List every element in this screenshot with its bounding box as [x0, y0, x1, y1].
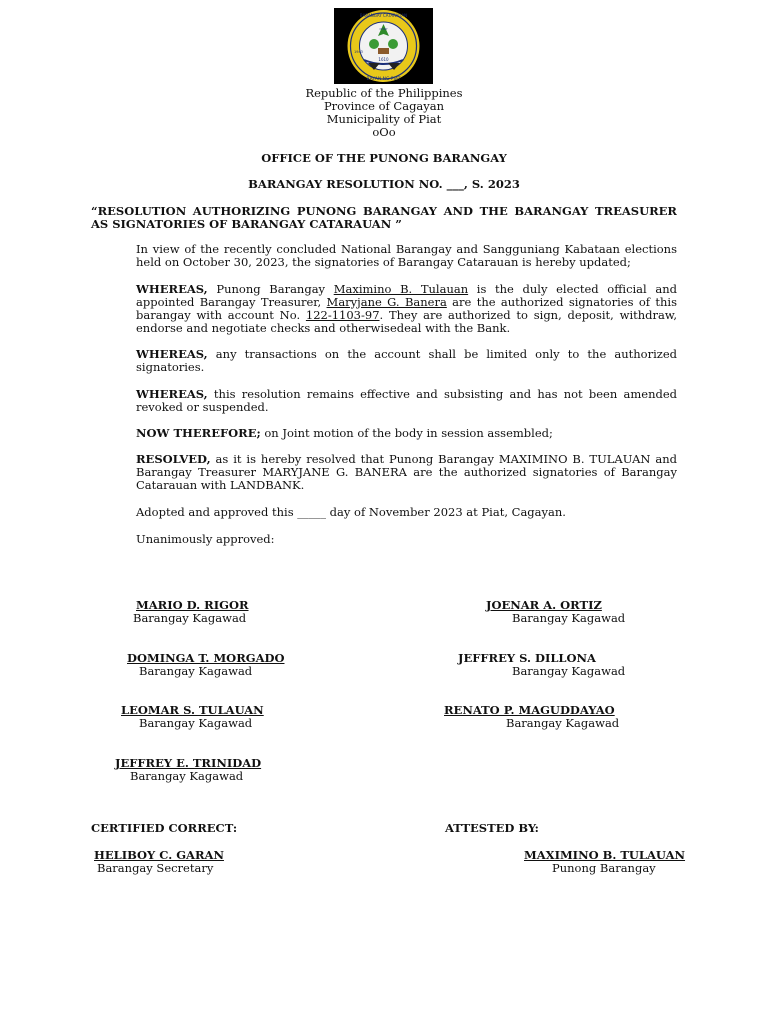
punong-barangay-name: Maximino B. Tulauan: [333, 282, 469, 296]
resolved-text: as it is hereby resolved that Punong Barangay MAXIMINO B. TULAUAN and Barangay Treasurer MARYJANE G. BANERA are the authorized signatories of Barangay Catarauan with LANDBANK.: [136, 452, 677, 492]
header-ornament: oOo: [372, 125, 396, 139]
resolution-number: BARANGAY RESOLUTION NO. ___, S. 2023: [248, 177, 520, 191]
punong-barangay-role: Punong Barangay: [552, 861, 656, 875]
certified-correct-label: CERTIFIED CORRECT:: [91, 821, 238, 835]
seal-center-year: 1610: [378, 57, 389, 62]
whereas-text: are the authorized signatories of this barangay with account No.: [136, 295, 677, 322]
whereas-text: this resolution remains effective and subsisting and has not been amended revoked or suspended.: [136, 387, 677, 414]
signatory-name: JOENAR A. ORTIZ: [486, 598, 602, 612]
now-therefore-text: on Joint motion of the body in session assembled;: [260, 426, 553, 440]
signatory-role: Barangay Kagawad: [139, 716, 253, 730]
whereas-label: WHEREAS,: [136, 347, 208, 361]
seal-icon: [334, 8, 433, 84]
paragraph-whereas-3: [136, 388, 677, 414]
whereas-label: WHEREAS,: [136, 282, 208, 296]
punong-barangay-signature-name: MAXIMINO B. TULAUAN: [524, 848, 686, 862]
signatory-name: RENATO P. MAGUDDAYAO: [444, 703, 615, 717]
signatory-name: JEFFREY S. DILLONA: [458, 651, 596, 665]
seal-left-year: 1943: [354, 50, 363, 54]
signatory-role: Barangay Kagawad: [512, 611, 626, 625]
seal-small-text: CHRY: [379, 27, 388, 31]
signatory-name: DOMINGA T. MORGADO: [127, 651, 285, 665]
signatory-name: JEFFREY E. TRINIDAD: [115, 756, 262, 770]
secretary-name: HELIBOY C. GARAN: [94, 848, 224, 862]
office-title: OFFICE OF THE PUNONG BARANGAY: [261, 151, 507, 165]
signatory-role: Barangay Kagawad: [506, 716, 620, 730]
whereas-text: Punong Barangay: [207, 282, 334, 296]
treasurer-name: Maryjane G. Banera: [326, 295, 447, 309]
now-therefore-label: NOW THEREFORE;: [136, 426, 261, 440]
signatory-role: Barangay Kagawad: [130, 769, 244, 783]
paragraph-whereas-1: [136, 283, 677, 335]
secretary-role: Barangay Secretary: [97, 861, 214, 875]
whereas-text: is the duly elected official and appointed Barangay Treasurer,: [136, 282, 677, 309]
barangay-seal: [334, 8, 433, 84]
resolved-label: RESOLVED,: [136, 452, 211, 466]
header-province: Province of Cagayan: [323, 99, 445, 113]
signatory-name: LEOMAR S. TULAUAN: [121, 703, 264, 717]
seal-top-text: BARANGAY CATARAUAN: [359, 13, 408, 18]
seal-bottom-text: BAYAN NG PIAT: [366, 77, 401, 82]
signatory-role: Barangay Kagawad: [133, 611, 247, 625]
whereas-text: any transactions on the account shall be limited only to the authorized signatories.: [136, 347, 677, 374]
paragraph-resolved: [136, 453, 677, 492]
signatory-role: Barangay Kagawad: [139, 664, 253, 678]
whereas-label: WHEREAS,: [136, 387, 208, 401]
header-republic: Republic of the Philippines: [305, 86, 463, 100]
paragraph-unanimous: Unanimously approved:: [136, 532, 275, 546]
account-number: 122-1103-97: [305, 308, 380, 322]
signatory-name: MARIO D. RIGOR: [136, 598, 249, 612]
paragraph-whereas-2: [136, 348, 677, 374]
header-municipality: Municipality of Piat: [326, 112, 442, 126]
whereas-text: . They are authorized to sign, deposit, withdraw, endorse and negotiate checks and otherwisedeal with the Bank.: [136, 308, 678, 335]
attested-by-label: ATTESTED BY:: [445, 821, 539, 835]
paragraph-now-therefore: [136, 427, 677, 440]
resolution-title: “RESOLUTION AUTHORIZING PUNONG BARANGAY AND THE BARANGAY TREASURER AS SIGNATORIES OF BARANGAY CATARAUAN ”: [91, 204, 677, 231]
paragraph-adopted: Adopted and approved this _____ day of November 2023 at Piat, Cagayan.: [136, 505, 566, 519]
signatory-role: Barangay Kagawad: [512, 664, 626, 678]
paragraph-intro: In view of the recently concluded National Barangay and Sangguniang Kabataan elections held on October 30, 2023, the signatories of Barangay Catarauan is hereby updated;: [136, 242, 677, 269]
